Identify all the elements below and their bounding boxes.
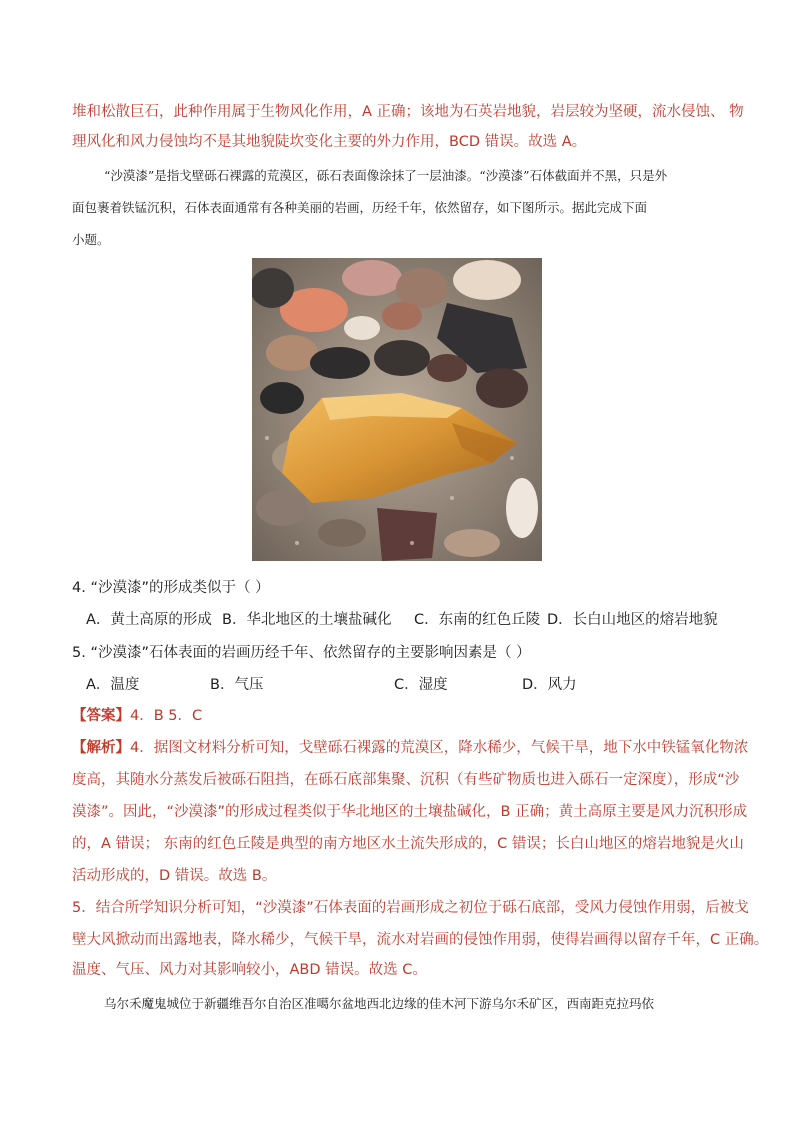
next-intro-line-1: 乌尔禾魔鬼城位于新疆维吾尔自治区准噶尔盆地西北边缘的佳木河下游乌尔禾矿区，西南距克拉玛依 (104, 996, 655, 1011)
question-4-option-c[interactable]: C．东南的红色丘陵 (414, 612, 541, 628)
question-5-option-a[interactable]: A．温度 (86, 677, 140, 693)
answer-label: 【答案】 (72, 708, 130, 724)
analysis-text-1: 4．据图文材料分析可知，戈壁砾石裸露的荒漠区，降水稀少，气候干旱，地下水中铁锰氧化物浓 (130, 740, 749, 756)
analysis-label: 【解析】 (72, 740, 130, 756)
question-4-option-b[interactable]: B．华北地区的土壤盐碱化 (222, 612, 392, 628)
answer-line (72, 706, 202, 726)
question-4-stem: 4. “沙漠漆”的形成类似于（ ） (72, 580, 270, 596)
analysis-line-3: 漠漆”。因此，“沙漠漆”的形成过程类似于华北地区的土壤盐碱化，B 正确；黄土高原主要是风力沉积形成 (72, 804, 748, 820)
analysis-line-7: 壁大风掀动而出露地表，降水稀少，气候干旱，流水对岩画的侵蚀作用弱，使得岩画得以留存千年，C 正确。 (72, 932, 769, 948)
question-5-stem: 5. “沙漠漆”石体表面的岩画历经千年、依然留存的主要影响因素是（ ） (72, 645, 531, 661)
question-5-option-b[interactable]: B．气压 (210, 677, 264, 693)
analysis-line-5: 活动形成的，D 错误。故选 B。 (72, 868, 277, 884)
question-5-option-d[interactable]: D．风力 (522, 677, 577, 693)
question-4-option-a[interactable]: A．黄土高原的形成 (86, 612, 212, 628)
question-5-option-c[interactable]: C．湿度 (394, 677, 448, 693)
question-4-option-d[interactable]: D．长白山地区的熔岩地貌 (547, 612, 718, 628)
analysis-line-6: 5．结合所学知识分析可知，“沙漠漆”石体表面的岩画形成之初位于砾石底部，受风力侵蚀作用弱，后被戈 (72, 900, 749, 916)
desert-varnish-stone-photo (252, 258, 542, 561)
prev-analysis-line-2: 理风化和风力侵蚀均不是其地貌陡坎变化主要的外力作用，BCD 错误。故选 A。 (72, 134, 587, 150)
intro-line-1: “沙漠漆”是指戈壁砾石裸露的荒漠区，砾石表面像涂抹了一层油漆。“沙漠漆”石体截面并不黑，只是外 (104, 168, 668, 183)
intro-line-2: 面包裹着铁锰沉积，石体表面通常有各种美丽的岩画，历经千年，依然留存，如下图所示。据此完成下面 (72, 200, 648, 215)
prev-analysis-line-1: 堆和松散巨石，此种作用属于生物风化作用，A 正确；该地为石英岩地貌，岩层较为坚硬，流水侵蚀、 物 (72, 104, 744, 120)
analysis-line-8: 温度、气压、风力对其影响较小，ABD 错误。故选 C。 (72, 962, 427, 978)
answer-text: 4．B 5．C (130, 708, 203, 724)
intro-line-3: 小题。 (72, 232, 110, 247)
analysis-line-4: 的，A 错误； 东南的红色丘陵是典型的南方地区水土流失形成的，C 错误；长白山地区的熔岩地貌是火山 (72, 836, 744, 852)
analysis-line-2: 度高，其随水分蒸发后被砾石阻挡，在砾石底部集聚、沉积（有些矿物质也进入砾石一定深度），形成“沙 (72, 772, 740, 788)
analysis-line-1 (72, 738, 748, 758)
